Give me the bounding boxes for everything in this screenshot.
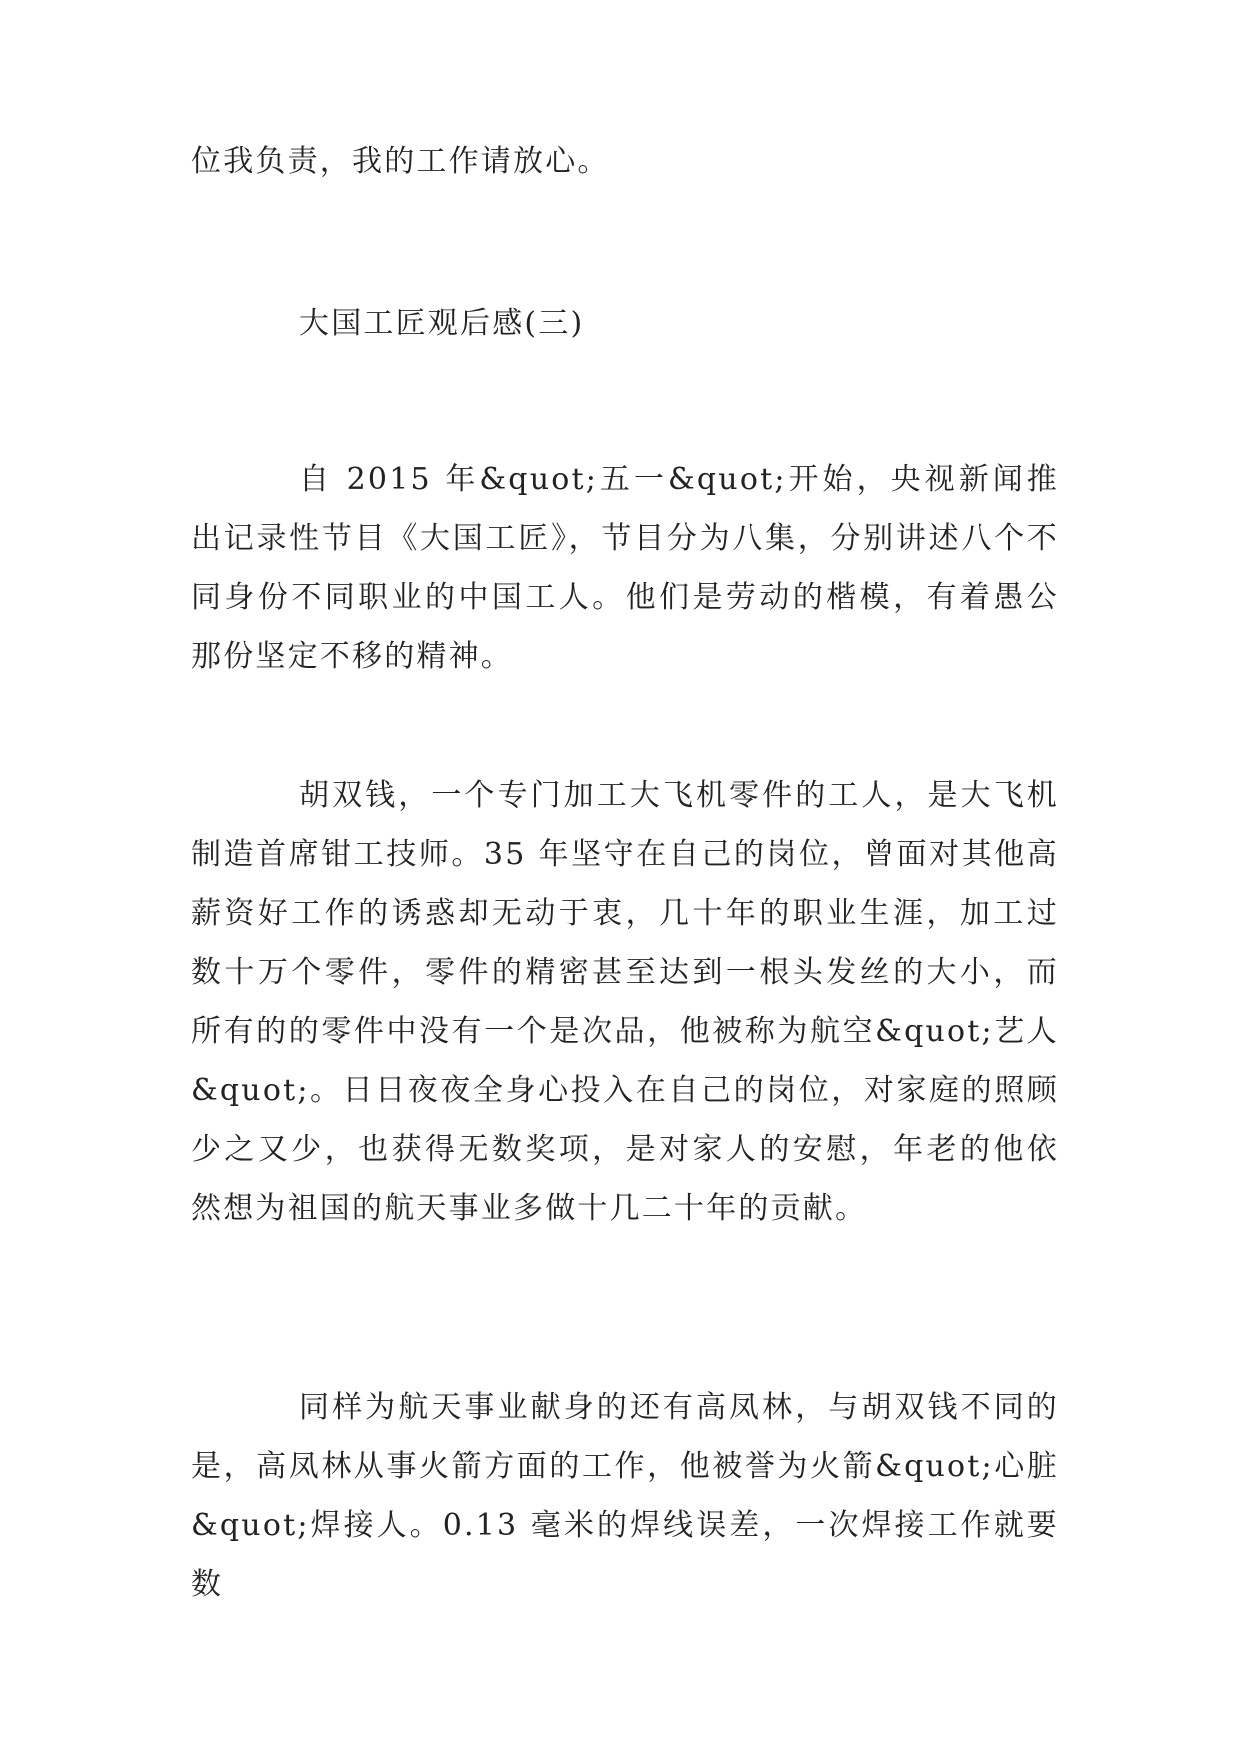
section-heading: 大国工匠观后感(三) [299, 306, 585, 341]
paragraph-hu-shuangqian: 胡双钱，一个专门加工大飞机零件的工人，是大飞机制造首席钳工技师。35 年坚守在自己的岗位，曾面对其他高薪资好工作的诱惑却无动于衷，几十年的职业生涯，加工过数十万个零件，零件的精密甚至达到一根头发丝的大小，而所有的的零件中没有一个是次品，他被称为航空&quot;艺人&quot;。日日夜夜全身心投入在自己的岗位，对家庭的照顾少之又少，也获得无数奖项，是对家人的安慰，年老的他依然想为祖国的航天事业多做十几二十年的贡献。 [191, 778, 1059, 1226]
paragraph-continuation: 位我负责，我的工作请放心。 [191, 144, 610, 179]
paragraph-gao-fenglin: 同样为航天事业献身的还有高凤林，与胡双钱不同的是，高凤林从事火箭方面的工作，他被誉为火箭&quot;心脏&quot;焊接人。0.13 毫米的焊线误差，一次焊接工作就要数 [191, 1390, 1059, 1602]
paragraph-intro: 自 2015 年&quot;五一&quot;开始，央视新闻推出记录性节目《大国工匠》，节目分为八集，分别讲述八个不同身份不同职业的中国工人。他们是劳动的楷模，有着愚公那份坚定不移的精神。 [191, 462, 1059, 674]
